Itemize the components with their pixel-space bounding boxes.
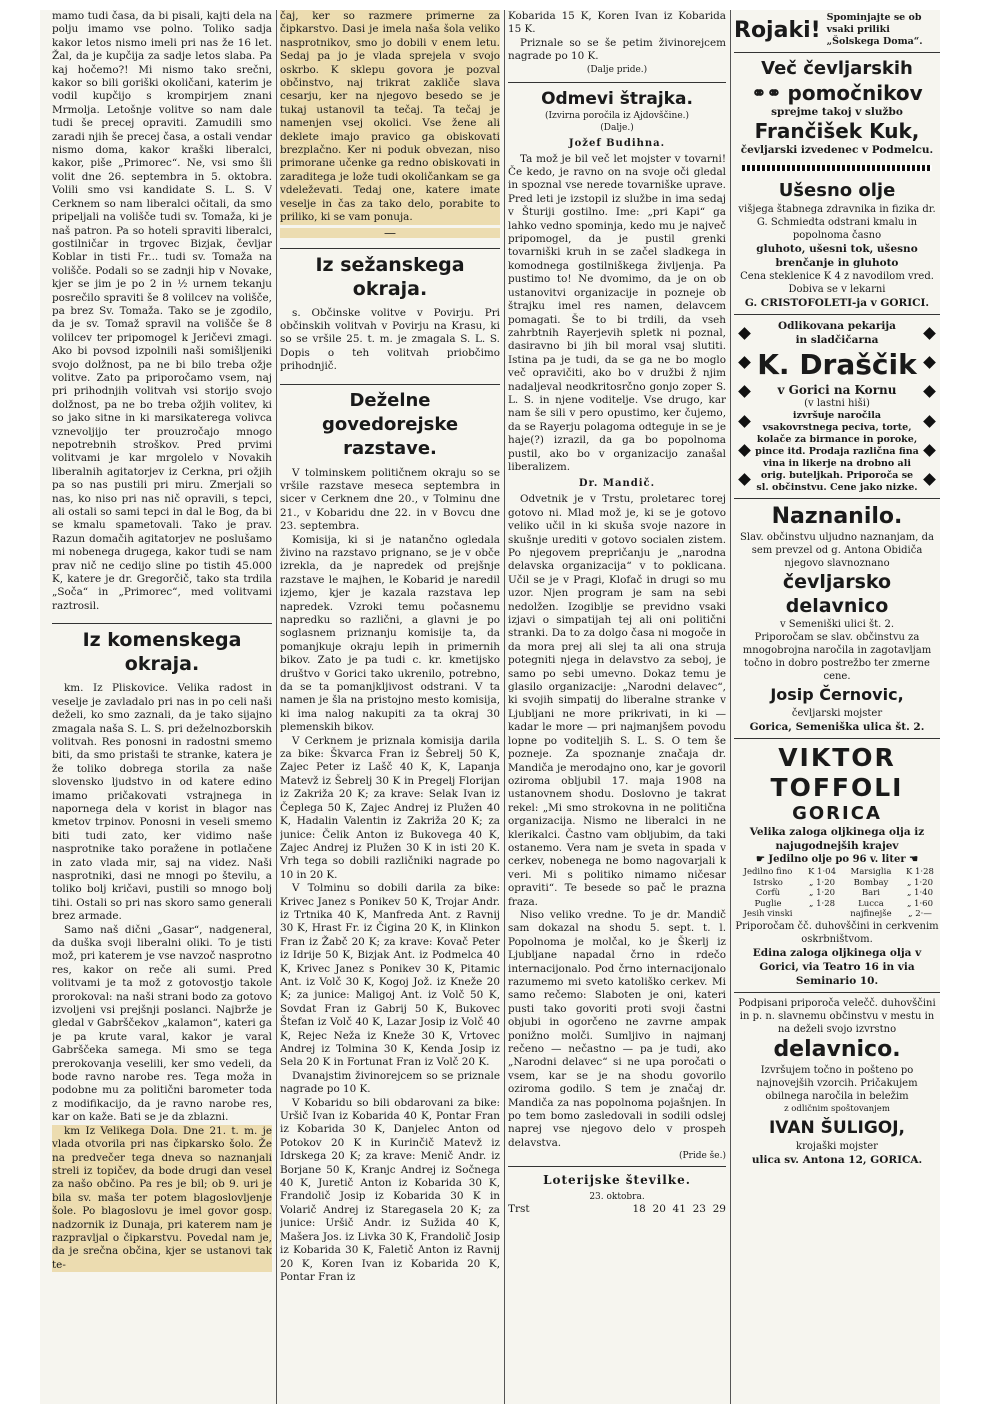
price-cell: „ 2·— bbox=[908, 909, 932, 919]
article-text: V Cerknem je priznala komisija darila za bike: Škvarca Fran iz Šebrelj 50 K, Zajec Peter iz Lašč 40 K, K, Lapanja Matevž iz Šebrelj 30 K in Pregelj Florijan iz Zakriža 20 K; za krave: Selak Ivan iz Čeplega 50 K, Zajec Andrej iz Plužen 40 K, Hadalin Valentin iz Zakriža 20 K; za junice: Čelik Anton iz Bukovega 40 K, Zajec Andrej iz Plužen 30 K in isti 20 K. Vrh tega so dobili različniki nagrade po 10 in 20 K. bbox=[280, 734, 500, 881]
lottery-numbers: 18 20 41 23 29 bbox=[632, 1203, 726, 1216]
column-rule bbox=[730, 10, 731, 1404]
article-text: V tolminskem političnem okraju so se vršile razstave meseca septembra in sicer v Cerknem dne 20., v Tolminu dne 21., v Kobaridu dne 22. in v Bovcu dne 23. septembra. bbox=[280, 466, 500, 533]
diamond-icon bbox=[923, 473, 936, 486]
price-cell bbox=[802, 909, 842, 920]
diamond-icon bbox=[923, 356, 936, 369]
ad-body bbox=[755, 319, 919, 494]
diamond-icon bbox=[923, 386, 936, 399]
diamond-icon bbox=[738, 473, 751, 486]
price-row bbox=[734, 909, 940, 920]
ad-text: sprejme takoj v službo bbox=[771, 106, 903, 118]
ad-text: Edina zaloga oljkinega olja v Gorici, via Teatro 16 in via Seminario 10. bbox=[752, 946, 922, 987]
ad-toffoli bbox=[734, 738, 940, 992]
decorative-bar bbox=[742, 165, 932, 171]
price-cell: K 1·04 bbox=[808, 867, 836, 877]
ad-text: čevljarski izvedenec v Podmelcu. bbox=[740, 144, 934, 156]
article-text: km Iz Velikega Dola. Dne 21. t. m. je vlada otvorila pri nas čipkarsko šolo. Že na predvečer tega dneva so naznanjali streli iz topičev, da bode drugi dan vesel za našo občino. Pa res je bil; ob 9. uri je bila sv. maša ter potem blagoslovljenje šole. Po blagoslovu je imel govor gosp. nadzornik iz Dunaja, pri katerem nam je razpravljal o čipkarstvu. Povedal nam je, da je srečna občina, kjer se ustanovi tak te- bbox=[52, 1124, 272, 1271]
ad-title: delavnico. bbox=[773, 1036, 901, 1062]
article-text: čaj, ker so razmere primerne za čipkarstvo. Dasi je imela naša šola veliko nasprotnikov, smo jo dobili v enem letu. Sedaj pa jo je vlada sprejela v svojo oskrbo. K sklepu govora je pozval občinstvo, naj trikrat zakliče slava cesarju, ker na njegovo besedo se je tukaj ustanovil ta tečaj. Ta tečaj je namenjen vsej okolici. Vse žene ali deklete imajo pravico ga obiskovati brezplačno. Ker ni poduk obvezan, niso primorane učenke ga redno obiskovati in zaraditega je lože tudi okoličankam se ga vdeleževati. Tedaj one, katere imate veselje in čas za tako delo, porabite to priliko, ki se vam ponuja. bbox=[280, 10, 500, 224]
ad-cevljarji bbox=[734, 52, 940, 161]
price-row bbox=[734, 878, 940, 889]
diamond-icon bbox=[923, 327, 936, 340]
price-row bbox=[734, 899, 940, 910]
ad-title: pomočnikov bbox=[787, 81, 923, 105]
ad-title: IVAN ŠULIGOJ, bbox=[768, 1117, 906, 1138]
separator: — bbox=[280, 228, 500, 238]
diamond-icon bbox=[923, 444, 936, 457]
section-heading: Iz sežanskega okraja. bbox=[280, 248, 500, 301]
subheading: Jožef Budihna. bbox=[568, 137, 666, 149]
ad-title: Ušesno olje bbox=[778, 180, 896, 201]
column-1 bbox=[52, 10, 272, 1404]
price-row bbox=[734, 867, 940, 878]
continued-note: (Dalje.) bbox=[600, 122, 634, 133]
article-text: km. Iz Pliskovice. Velika radost in veselje je zavladalo pri nas in po celi naši deželi, ko smo zaznali, da je tako sijajno zmagala naša S. L. S. pri deželnozborskih volitvah. Res ponosni in radostni smemo biti, da smo pristaši te stranke, katera je že toliko dobrega storila za naše slovensko ljudstvo in od katere edino imamo pričakovati vstrajnega in napornega dela v korist in blagor nas kmetov trpinov. Ponosni in veseli smemo biti tudi zato, ker vidimo naše nasprotnike tako poražene in potlačene in zato vlada mir, saj na videz. Naši nasprotniki, dasi ne mnogi po številu, a toliko bolj kričavi, pustili so mnogo bolj tihi. Ostali so pri nas skoro samo generali brez armade. bbox=[52, 682, 272, 923]
ad-text: višjega štabnega zdravnika in fizika dr. G. Schmiedta odstrani kmalu in popolnoma časno bbox=[738, 204, 936, 241]
ad-text: gluhoto, ušesni tok, ušesno brenčanje in gluhoto bbox=[756, 243, 918, 269]
ad-text: izvršuje naročila vsakovrstnega peciva, torte, kolače za birmance in poroke, pince itd. Prodaja različna fina vina in likerje na drobno ali orig. buteljkah. Priporoča se sl. občinstvu. Cene jako nizke. bbox=[755, 410, 919, 493]
article-text: V Tolminu so dobili darila za bike: Krivec Janez s Ponikev 50 K, Trojar Andr. iz Trtnika 40 K, Manfreda Ant. z Ravnij 30 K, Hrast Fr. iz Čigina 20 K, in Klinkon Fran iz Žabč 20 K; za krave: Kovač Peter iz Idrije 50 K, Bizjak Ant. iz Podmelca 40 K, Krivec Janez s Ponikev 30 K, Pitamic Ant. iz Volč 30 K, Kogoj Jož. iz Kneže 20 K; za junice: Maligoj Ant. iz Volč 50 K, Sovdat Fran iz Gabrij 50 K, Bukovec Štefan iz Volč 40 K, Lazar Josip iz Volč 40 K, Rejec Neža iz Kneže 30 K, Vrtovec Andrej iz Tolmina 30 K, Kenda Josip iz Sela 20 K in Fortunat Fran iz Volč 20 K. bbox=[280, 882, 500, 1069]
ad-text: Gorica, Semeniška ulica št. 2. bbox=[749, 721, 925, 733]
ad-usesno-olje bbox=[734, 175, 940, 314]
ad-text: Podpisani priporoča velečč. duhovščini in p. n. slavnemu občinstvu v mestu in na deželi svojo izvrstno bbox=[738, 997, 936, 1035]
ad-text: Priporočam se slav. občinstvu za mnogobrojna naročila in zagotavljam točno in dobro postrežbo ter zmerne cene. bbox=[742, 632, 932, 682]
lottery-city: Trst bbox=[508, 1203, 530, 1216]
price-cell: „ 1·28 bbox=[808, 898, 836, 909]
ad-text: (v lastni hiši) bbox=[804, 398, 870, 409]
ad-title: VIKTOR TOFFOLI bbox=[770, 743, 904, 802]
price-cell: Bari bbox=[861, 888, 881, 898]
continued-note: (Dalje pride.) bbox=[586, 64, 648, 75]
section-heading: Odmevi štrajka. bbox=[508, 82, 726, 110]
article-text: Priznale so se še petim živinorejcem nagrade po 10 K. bbox=[508, 36, 726, 63]
article-text: Kobarida 15 K, Koren Ivan iz Kobarida 15 K. bbox=[508, 10, 726, 36]
diamond-icon bbox=[923, 415, 936, 428]
ad-drascik bbox=[734, 314, 940, 498]
article-text: Dvanajstim živinorejcem so se priznale nagrade po 10 K. bbox=[280, 1069, 500, 1096]
ad-text: Velika zaloga oljkinega olja iz najugodnejših krajev bbox=[749, 826, 925, 852]
ad-text: z odličnim spoštovanjem bbox=[784, 1103, 890, 1114]
price-cell: Jedilno fino bbox=[743, 867, 793, 877]
column-rule bbox=[276, 10, 277, 1404]
ad-title: Naznanilo. bbox=[771, 504, 903, 529]
ad-title: K. Draščik bbox=[757, 348, 917, 381]
column-2 bbox=[280, 10, 500, 1404]
ad-text: Priporočam čč. duhovščini in cerkvenim oskrbništvom. bbox=[735, 920, 939, 945]
price-table-body bbox=[734, 867, 940, 920]
ad-text: Spominjajte se ob vsaki priliki „Šolskega Doma“. bbox=[826, 12, 923, 47]
price-cell: Marsiglia bbox=[850, 867, 892, 877]
ad-title: GORICA bbox=[792, 803, 882, 824]
ad-naznanilo bbox=[734, 498, 940, 738]
ad-text: Slav. občinstvu uljudno naznanjam, da sem prevzel od g. Antona Obidiča njegovo slavnoznano bbox=[740, 532, 934, 569]
ad-title: Frančišek Kuk, bbox=[754, 119, 920, 143]
section-heading: Deželne govedorejske razstave. bbox=[280, 384, 500, 461]
price-cell: Bombay bbox=[853, 877, 889, 888]
price-cell: najfinejše bbox=[850, 909, 892, 919]
price-cell: „ 1·20 bbox=[808, 877, 836, 888]
price-cell: „ 1·60 bbox=[906, 898, 933, 909]
lottery-date: 23. oktobra. bbox=[589, 1192, 645, 1203]
price-cell: Istrsko bbox=[753, 877, 783, 888]
source-note: (Izvirna poročila iz Ajdovščine.) bbox=[544, 110, 690, 121]
column-rule bbox=[504, 10, 505, 1404]
column-ads bbox=[734, 10, 940, 1404]
section-heading: Iz komenskega okraja. bbox=[52, 623, 272, 676]
ad-title: Rojaki! bbox=[734, 17, 821, 43]
article-text: mamo tudi časa, da bi pisali, kajti dela na polju imamo vse polno. Toliko sadja kakor letos nismo imeli pri nas že 16 let. Žal, da je kupčija za sadje letos slaba. Pa kaj hočemo?! Mi nismo tako srečni, kakor so bili goriški okoličani, katerim je vodil kupčijo s krompirjem znani Mrmolja. Letošnje volitve so nam dale tudi še precej opraviti. Zamudili smo zaradi njih še precej časa, a ostali vendar nismo doma, kakor kraški liberalci, kakor, piše „Primorec“. Ne, vsi smo šli volit dne 26. septembra in 5. oktobra. Volili smo vsi kandidate S. L. S. V Cerknem so nam liberalci očitali, da smo pripeljali na volišče tudi sv. Tomaža, ki je naš patron. Pa so hoteli spraviti liberalci, gostilničar in trgovec Bizjak, čevljar Koblar in tisti Fr... tudi sv. Tomaža na volišče. Podali so se zadnji hip v Novake, kjer se jim je po 2 in ½ urnem tekanju posrečilo spraviti še 8 volilcev na volišče, pa brez Sv. Tomaža. Tako se je zgodilo, da je sv. Tomaž spravil na volišče še 8 volilcev ter pripomogel k Jeričevi zmagi. Ako bi povsod izpolnili naši somišljeniki svojo dolžnost, pa ne bi bilo treba ožje volitve. Zato pa priporočamo vsem, naj pri prihodnjih volitvah vsi storijo svojo dolžnost, pa ne bo treba ožjih volitev, ki so jako sitne in ki marsikaterega volivca vznevoljijo ter prouzročajo mnogo nepotrebnih stroškov. Pred prvimi volitvami je kar mrgolelo v Novakih liberalnih agitatorjev iz Cerkna, pri ožjih pa so nas pustili pri miru. Zmerjali so nas, ko niso pri nas nič opravili, s tepci, ali ostali so sami tepci in dal le Bog, da bi se kmalu spametovali. Tako je prav. Razun domačih agitatorjev ne poslušamo mi nobenega drugega, kakor tudi se nam prav nič ne cedijo sline po tistih 45.000 K, katere je dr. Gregorčič, tako sta trdila „Soča“ in „Primorec“, med volitvami raztrosil. bbox=[52, 10, 272, 612]
article-text: s. Občinske volitve v Povirju. Pri občinskih volitvah v Povirju na Krasu, ki so se vršile 25. t. m. je zmagala S. L. S. Dopis o teh volitvah priobčimo prihodnjič. bbox=[280, 306, 500, 373]
article-text: Niso veliko vredne. To je dr. Mandič sam dokazal na shodu 5. sept. t. l. Popolnoma je molčal, ko je Škerlj iz Ljubljane napadal črno in rdečo internacijonalo. Pod črno internacijonalo razumemo mi sveto katoliško cerkev. Mi samo rečemo: Slaboten je oni, kateri pusti tako govoriti proti svoji častni objubi in ogorčeno ne zavrne ampak ponižno molči. Sumljivo in najmanj rečeno — nečastno — pa je tudi, ako „Narodni delavec“ si ne upa poročati o vsem, kar se je na shodu govorilo oziroma godilo. S tem je značaj dr. Mandiča za nas popolnoma pojašnjen. In po tem bomo zasledovali in sodili odslej naprej vse njegovo delo v prospeh delavstva. bbox=[508, 908, 726, 1149]
diamond-border bbox=[734, 319, 755, 494]
newspaper-page bbox=[40, 10, 940, 1404]
scissors-icon: ⚭⚭ bbox=[751, 82, 782, 104]
price-cell: Jesih vinski bbox=[743, 909, 793, 919]
ad-text: Izvršujem točno in pošteno po najnovejših vzorcih. Pričakujem obilnega naročila in beležim bbox=[756, 1064, 918, 1102]
ad-text: krojaški mojster bbox=[796, 1140, 878, 1152]
diamond-icon bbox=[738, 327, 751, 340]
lottery-heading: Loterijske številke. bbox=[508, 1166, 726, 1187]
oil-head: Jedilno olje po 96 v. liter bbox=[768, 854, 906, 865]
article-text: V Kobaridu so bili obdarovani za bike: Uršič Ivan iz Kobarida 40 K, Pontar Fran iz Kobarida 30 K, Danjelec Anton od Potokov 20 K in Kurinčič Matevž iz Idrskega 20 K; za krave: Menič Andr. iz Borjane 50 K, Kranjc Andrej iz Sočnega 40 K, Juretič Anton iz Kobarida 30 K, Frandolič Josip iz Kobarida 30 K in Volarič Andrej iz Staregasela 20 K; za junice: Uršič Andr. iz Sužida 40 K, Mašera Jos. iz Livka 30 K, Frandolič Josip iz Kobarida 30 K, Faletič Anton iz Ravnij 20 K, Koren Ivan iz Kobarida 20 K, Pontar Fran iz bbox=[280, 1096, 500, 1283]
article-text: Ta mož je bil več let mojster v tovarni! Če kedo, je ravno on na svoje oči gledal in spoznal vse nerede tovarniške uprave. Pred leti je izstopil iz službe in ima sedaj v Šturiji gostilno. Ime: „pri Kapi“ ga lahko vedno spominja, kedo mu je največ pripomogel, da je pustil grenki tovarniški kruh in se začel sladkega in komodnega gostilniškega življenja. Pa pustimo to! Ne dvomimo, da je on ob ustanovitvi organizacije in pozneje ob štrajku imel res namen, delavcem pomagati. Še to bi trdili, da vseh zahrbtnih Rayerjevih spletk ni poznal, dasiravno bi jih bil moral vsaj slutiti. Istina pa je tudi, da se ga ne bo moglo več opravičiti, ako bo v družbi ž njim nadaljeval neodkritosrčno gonjo zoper S. L. S. in njene voditelje. Vse drugo, kar nam še sili v pero opustimo, ker čujemo, da se Rayerju polagoma odteguje in se je haje(?) izrazil, da ga bo popolnoma pustil, ako bo v organizacijo zanašal liberalizem. bbox=[508, 152, 726, 473]
price-cell: „ 1·20 bbox=[808, 888, 836, 898]
price-cell: Puglie bbox=[754, 898, 782, 909]
diamond-icon bbox=[738, 356, 751, 369]
diamond-border bbox=[919, 319, 940, 494]
ad-suligoj bbox=[734, 992, 940, 1171]
price-cell: K 1·28 bbox=[905, 867, 934, 877]
diamond-icon bbox=[738, 415, 751, 428]
ad-title: Več čevljarskih bbox=[761, 58, 913, 79]
continued-note: (Pride še.) bbox=[678, 1151, 726, 1162]
ad-title: čevljarsko delavnico bbox=[782, 571, 892, 617]
price-cell: „ 1·40 bbox=[906, 888, 933, 898]
ad-rojaki bbox=[734, 10, 940, 52]
subheading: Dr. Mandič. bbox=[578, 478, 656, 490]
price-row bbox=[734, 888, 940, 899]
pointing-hand-icon: ☛ bbox=[755, 854, 765, 865]
article-text: Komisija, ki si je natančno ogledala živino na razstavo prignano, se je v obče izrekla, da je napredek od prejšnje razstave le majhen, le Kobarid je naredil izjemo, kjer je kazala razstava lep napredek. Vzroki temu počasnemu napredku so različni, a glavni je po soglasnem priznanju komisije ta, da pomanjkuje okraju lepih in primernih bikov. Zato je pa tudi c. kr. kmetijsko društvo v Gorici tako ukrenilo, potrebno, da se ta pomanjkljivost odstrani. V ta namen je šla na pristojno mesto komisija, ki ima nalog nakupiti za ta okraj 30 plemenskih bikov. bbox=[280, 533, 500, 734]
ad-title: Josip Černovic, bbox=[770, 685, 904, 704]
pointing-hand-icon: ☚ bbox=[909, 854, 919, 865]
price-cell: „ 1·20 bbox=[906, 877, 933, 888]
ad-text: Odlikovana pekarija bbox=[778, 320, 896, 332]
ad-row bbox=[734, 81, 940, 105]
diamond-icon bbox=[738, 444, 751, 457]
ad-text: ulica sv. Antona 12, GORICA. bbox=[751, 1153, 923, 1166]
ad-text: in sladčičarna bbox=[795, 334, 879, 346]
article-text: Odvetnik je v Trstu, proletarec torej gotovo ni. Mlad mož je, ki se je gotovo veliko učil in ki skuša svoje nazore in skušnje urediti v gotovo socialen zistem. Po njegovem prepričanju je „narodna delavska organizacija“ v to poklicana. Učil se je v Pragi, Klofač in drugi so mu uzor. Njen program je sam na sebi nedolžen. Izogiblje se previdno vsaki izjavi o simpatijah tej ali oni politični stranki. Da to za dolgo časa ni mogoče in da mora prej ali slej ta ali ona struja potegniti njega in delavstvo za seboj, je samo po sebi umevno. Dokaz temu je glasilo organizacije: „Narodni delavec“, ki svojih simpatij do liberalne stranke v Ljubljani ne more prikrivati, in ki — kadar le more — pri najmanjšem povodu lopne po voditeljih S. L. S. O tem še pozneje. Za spoznanje značaja dr. Mandiča je merodajno ono, kar je govoril oziroma obljubil 17. maja 1908 na ustanovnem shodu. Doslovno je takrat rekel: „Mi smo strokovna in ne politična organizacija. Nismo ne liberalci in ne klerikalci. Častno vam obljubim, da taki ostanemo. Vera nam je sveta in spada v cerkev, nobenega ne bomo nagovarjali k veri. Mi s politiko nimamo ničesar opraviti“. Te besede so pač le prazna fraza. bbox=[508, 493, 726, 908]
price-cell: Corfù bbox=[755, 888, 781, 898]
ad-text: v Gorici na Kornu bbox=[777, 383, 897, 397]
ad-text bbox=[734, 853, 940, 867]
price-table bbox=[734, 867, 940, 920]
ad-text: Cena steklenice K 4 z navodilom vred. Dobiva se v lekarni bbox=[740, 271, 934, 295]
ad-text: v Semeniški ulici št. 2. bbox=[779, 619, 895, 630]
lottery-row bbox=[508, 1203, 726, 1215]
price-cell: Lucca bbox=[858, 898, 884, 909]
ad-text: čevljarski mojster bbox=[791, 708, 883, 719]
column-3 bbox=[508, 10, 726, 1404]
ad-text: G. CRISTOFOLETI-ja v GORICI. bbox=[744, 297, 930, 309]
article-text: Samo naš dični „Gasar“, nadgeneral, da duška svoji liberalni oliki. To je tisti mož, pri katerem je vse navzoč nasprotno res, kakor on reče ali sumi. Pred volitvami je ta mož z gotovostjo takole prorokoval: na naši strani bodo za gotovo izvoljeni vsi prejšnji poslanci. Najbrže je gledal v Gabrščekov „kalamon“, kateri ga je pa krute varal, kakor je varal Gabrščeka samega. Mi smo se tega prerokovanja veselili, ker smo vedeli, da bode ravno narobe res. Tega moža in podobne mu za politični barometer toda z modifikacijo, da je ravno narobe res, kar on kaže. Bati se je da zblazni. bbox=[52, 923, 272, 1124]
diamond-icon bbox=[738, 386, 751, 399]
